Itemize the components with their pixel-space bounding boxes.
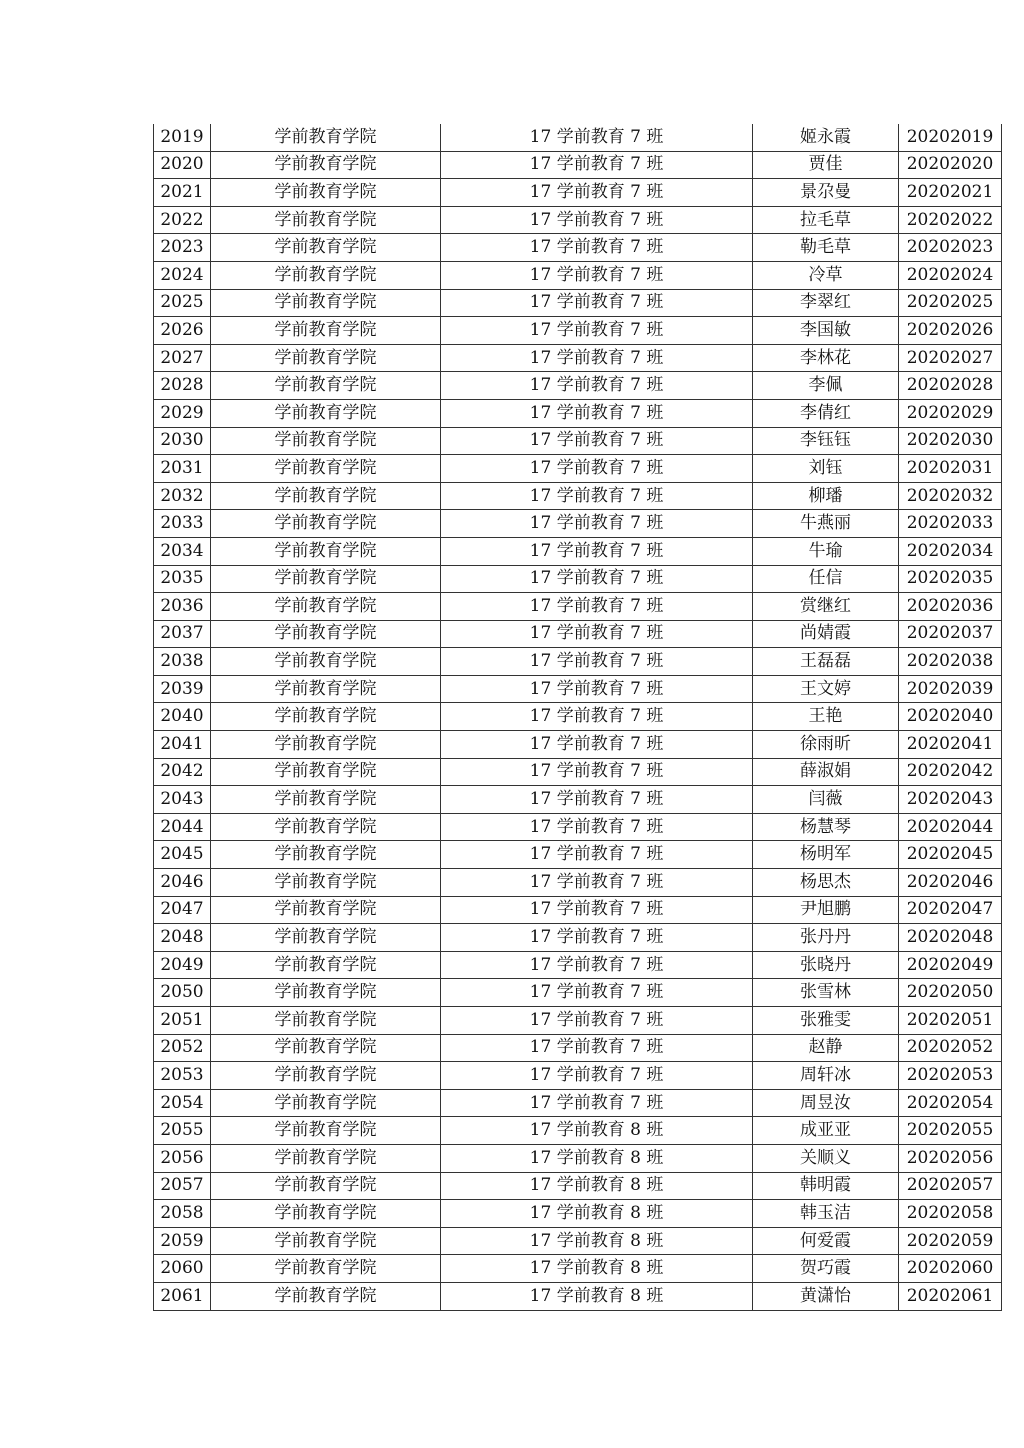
- college-cell: 学前教育学院: [211, 372, 441, 400]
- row-number-cell: 2055: [154, 1117, 211, 1145]
- class-cell: 17 学前教育 7 班: [441, 924, 753, 952]
- student-name-cell: 张晓丹: [753, 951, 899, 979]
- class-cell: 17 学前教育 7 班: [441, 482, 753, 510]
- table-row: [154, 372, 1002, 400]
- student-name-cell: 杨明军: [753, 841, 899, 869]
- class-cell: 17 学前教育 7 班: [441, 841, 753, 869]
- row-number-cell: 2033: [154, 510, 211, 538]
- student-id-cell: 20202048: [899, 924, 1002, 952]
- row-number-cell: 2060: [154, 1255, 211, 1283]
- student-name-cell: 李翠红: [753, 289, 899, 317]
- student-name-cell: 李林花: [753, 344, 899, 372]
- row-number-cell: 2021: [154, 179, 211, 207]
- row-number-cell: 2027: [154, 344, 211, 372]
- student-name-cell: 李佩: [753, 372, 899, 400]
- student-id-cell: 20202039: [899, 675, 1002, 703]
- row-number-cell: 2040: [154, 703, 211, 731]
- student-id-cell: 20202023: [899, 234, 1002, 262]
- college-cell: 学前教育学院: [211, 1034, 441, 1062]
- college-cell: 学前教育学院: [211, 1062, 441, 1090]
- student-id-cell: 20202056: [899, 1144, 1002, 1172]
- student-id-cell: 20202044: [899, 813, 1002, 841]
- class-cell: 17 学前教育 7 班: [441, 372, 753, 400]
- table-row: [154, 179, 1002, 207]
- table-row: [154, 703, 1002, 731]
- student-id-cell: 20202036: [899, 593, 1002, 621]
- class-cell: 17 学前教育 8 班: [441, 1255, 753, 1283]
- class-cell: 17 学前教育 7 班: [441, 593, 753, 621]
- class-cell: 17 学前教育 7 班: [441, 234, 753, 262]
- college-cell: 学前教育学院: [211, 317, 441, 345]
- college-cell: 学前教育学院: [211, 648, 441, 676]
- row-number-cell: 2046: [154, 869, 211, 897]
- college-cell: 学前教育学院: [211, 455, 441, 483]
- row-number-cell: 2050: [154, 979, 211, 1007]
- table-row: [154, 593, 1002, 621]
- student-id-cell: 20202030: [899, 427, 1002, 455]
- row-number-cell: 2057: [154, 1172, 211, 1200]
- class-cell: 17 学前教育 7 班: [441, 455, 753, 483]
- college-cell: 学前教育学院: [211, 951, 441, 979]
- student-id-cell: 20202037: [899, 620, 1002, 648]
- class-cell: 17 学前教育 7 班: [441, 537, 753, 565]
- class-cell: 17 学前教育 7 班: [441, 124, 753, 151]
- table-row: [154, 1007, 1002, 1035]
- student-name-cell: 勒毛草: [753, 234, 899, 262]
- college-cell: 学前教育学院: [211, 896, 441, 924]
- student-name-cell: 杨思杰: [753, 869, 899, 897]
- row-number-cell: 2039: [154, 675, 211, 703]
- table-row: [154, 924, 1002, 952]
- table-row: [154, 261, 1002, 289]
- student-name-cell: 黄潇怡: [753, 1282, 899, 1310]
- student-name-cell: 韩明霞: [753, 1172, 899, 1200]
- class-cell: 17 学前教育 7 班: [441, 261, 753, 289]
- class-cell: 17 学前教育 7 班: [441, 813, 753, 841]
- student-name-cell: 周昱汝: [753, 1089, 899, 1117]
- class-cell: 17 学前教育 7 班: [441, 951, 753, 979]
- student-name-cell: 成亚亚: [753, 1117, 899, 1145]
- table-row: [154, 399, 1002, 427]
- class-cell: 17 学前教育 7 班: [441, 151, 753, 179]
- college-cell: 学前教育学院: [211, 151, 441, 179]
- college-cell: 学前教育学院: [211, 510, 441, 538]
- roster-body: [154, 124, 1002, 1310]
- student-id-cell: 20202042: [899, 758, 1002, 786]
- student-name-cell: 牛瑜: [753, 537, 899, 565]
- table-row: [154, 344, 1002, 372]
- student-name-cell: 拉毛草: [753, 206, 899, 234]
- student-id-cell: 20202038: [899, 648, 1002, 676]
- college-cell: 学前教育学院: [211, 979, 441, 1007]
- row-number-cell: 2031: [154, 455, 211, 483]
- table-row: [154, 1282, 1002, 1310]
- college-cell: 学前教育学院: [211, 234, 441, 262]
- table-row: [154, 206, 1002, 234]
- class-cell: 17 学前教育 8 班: [441, 1144, 753, 1172]
- table-row: [154, 1089, 1002, 1117]
- student-name-cell: 冷草: [753, 261, 899, 289]
- student-id-cell: 20202029: [899, 399, 1002, 427]
- class-cell: 17 学前教育 7 班: [441, 427, 753, 455]
- row-number-cell: 2038: [154, 648, 211, 676]
- row-number-cell: 2025: [154, 289, 211, 317]
- class-cell: 17 学前教育 8 班: [441, 1282, 753, 1310]
- class-cell: 17 学前教育 8 班: [441, 1200, 753, 1228]
- student-id-cell: 20202055: [899, 1117, 1002, 1145]
- table-row: [154, 951, 1002, 979]
- class-cell: 17 学前教育 7 班: [441, 289, 753, 317]
- student-id-cell: 20202053: [899, 1062, 1002, 1090]
- student-name-cell: 赏继红: [753, 593, 899, 621]
- college-cell: 学前教育学院: [211, 124, 441, 151]
- college-cell: 学前教育学院: [211, 1089, 441, 1117]
- class-cell: 17 学前教育 8 班: [441, 1172, 753, 1200]
- student-id-cell: 20202061: [899, 1282, 1002, 1310]
- college-cell: 学前教育学院: [211, 482, 441, 510]
- table-row: [154, 537, 1002, 565]
- table-row: [154, 1117, 1002, 1145]
- college-cell: 学前教育学院: [211, 675, 441, 703]
- class-cell: 17 学前教育 7 班: [441, 786, 753, 814]
- table-row: [154, 1255, 1002, 1283]
- table-row: [154, 1227, 1002, 1255]
- class-cell: 17 学前教育 7 班: [441, 648, 753, 676]
- college-cell: 学前教育学院: [211, 427, 441, 455]
- class-cell: 17 学前教育 7 班: [441, 703, 753, 731]
- row-number-cell: 2035: [154, 565, 211, 593]
- college-cell: 学前教育学院: [211, 1282, 441, 1310]
- row-number-cell: 2024: [154, 261, 211, 289]
- row-number-cell: 2034: [154, 537, 211, 565]
- table-row: [154, 731, 1002, 759]
- student-name-cell: 柳璠: [753, 482, 899, 510]
- row-number-cell: 2042: [154, 758, 211, 786]
- student-name-cell: 徐雨昕: [753, 731, 899, 759]
- table-row: [154, 427, 1002, 455]
- class-cell: 17 学前教育 7 班: [441, 979, 753, 1007]
- row-number-cell: 2036: [154, 593, 211, 621]
- table-row: [154, 1200, 1002, 1228]
- table-row: [154, 289, 1002, 317]
- college-cell: 学前教育学院: [211, 565, 441, 593]
- class-cell: 17 学前教育 7 班: [441, 510, 753, 538]
- class-cell: 17 学前教育 7 班: [441, 1062, 753, 1090]
- row-number-cell: 2054: [154, 1089, 211, 1117]
- class-cell: 17 学前教育 7 班: [441, 344, 753, 372]
- class-cell: 17 学前教育 7 班: [441, 758, 753, 786]
- student-id-cell: 20202025: [899, 289, 1002, 317]
- student-id-cell: 20202050: [899, 979, 1002, 1007]
- student-name-cell: 尚婧霞: [753, 620, 899, 648]
- college-cell: 学前教育学院: [211, 1144, 441, 1172]
- student-id-cell: 20202026: [899, 317, 1002, 345]
- student-name-cell: 关顺义: [753, 1144, 899, 1172]
- student-name-cell: 张雅雯: [753, 1007, 899, 1035]
- table-row: [154, 648, 1002, 676]
- student-id-cell: 20202054: [899, 1089, 1002, 1117]
- college-cell: 学前教育学院: [211, 924, 441, 952]
- table-row: [154, 841, 1002, 869]
- student-name-cell: 杨慧琴: [753, 813, 899, 841]
- table-row: [154, 455, 1002, 483]
- college-cell: 学前教育学院: [211, 869, 441, 897]
- student-name-cell: 景尕曼: [753, 179, 899, 207]
- college-cell: 学前教育学院: [211, 813, 441, 841]
- student-id-cell: 20202060: [899, 1255, 1002, 1283]
- class-cell: 17 学前教育 7 班: [441, 179, 753, 207]
- student-id-cell: 20202027: [899, 344, 1002, 372]
- student-name-cell: 贾佳: [753, 151, 899, 179]
- row-number-cell: 2056: [154, 1144, 211, 1172]
- student-name-cell: 李国敏: [753, 317, 899, 345]
- student-name-cell: 任信: [753, 565, 899, 593]
- student-name-cell: 赵静: [753, 1034, 899, 1062]
- student-name-cell: 刘钰: [753, 455, 899, 483]
- student-id-cell: 20202043: [899, 786, 1002, 814]
- class-cell: 17 学前教育 7 班: [441, 1007, 753, 1035]
- student-name-cell: 张雪林: [753, 979, 899, 1007]
- student-name-cell: 王艳: [753, 703, 899, 731]
- student-id-cell: 20202024: [899, 261, 1002, 289]
- student-id-cell: 20202057: [899, 1172, 1002, 1200]
- student-name-cell: 何爱霞: [753, 1227, 899, 1255]
- student-id-cell: 20202046: [899, 869, 1002, 897]
- college-cell: 学前教育学院: [211, 399, 441, 427]
- table-row: [154, 979, 1002, 1007]
- college-cell: 学前教育学院: [211, 620, 441, 648]
- college-cell: 学前教育学院: [211, 1172, 441, 1200]
- college-cell: 学前教育学院: [211, 289, 441, 317]
- table-row: [154, 317, 1002, 345]
- class-cell: 17 学前教育 7 班: [441, 675, 753, 703]
- row-number-cell: 2023: [154, 234, 211, 262]
- row-number-cell: 2019: [154, 124, 211, 151]
- student-id-cell: 20202034: [899, 537, 1002, 565]
- table-row: [154, 151, 1002, 179]
- student-id-cell: 20202041: [899, 731, 1002, 759]
- row-number-cell: 2022: [154, 206, 211, 234]
- student-id-cell: 20202031: [899, 455, 1002, 483]
- college-cell: 学前教育学院: [211, 206, 441, 234]
- row-number-cell: 2026: [154, 317, 211, 345]
- class-cell: 17 学前教育 7 班: [441, 565, 753, 593]
- student-name-cell: 周轩冰: [753, 1062, 899, 1090]
- student-name-cell: 薛淑娟: [753, 758, 899, 786]
- table-row: [154, 1172, 1002, 1200]
- student-id-cell: 20202033: [899, 510, 1002, 538]
- student-roster-table: [153, 124, 1002, 1311]
- college-cell: 学前教育学院: [211, 179, 441, 207]
- class-cell: 17 学前教育 7 班: [441, 206, 753, 234]
- table-row: [154, 675, 1002, 703]
- college-cell: 学前教育学院: [211, 703, 441, 731]
- class-cell: 17 学前教育 8 班: [441, 1117, 753, 1145]
- student-name-cell: 闫薇: [753, 786, 899, 814]
- student-name-cell: 王磊磊: [753, 648, 899, 676]
- college-cell: 学前教育学院: [211, 758, 441, 786]
- student-id-cell: 20202047: [899, 896, 1002, 924]
- class-cell: 17 学前教育 7 班: [441, 1089, 753, 1117]
- student-name-cell: 贺巧霞: [753, 1255, 899, 1283]
- student-id-cell: 20202045: [899, 841, 1002, 869]
- table-row: [154, 1034, 1002, 1062]
- class-cell: 17 学前教育 7 班: [441, 1034, 753, 1062]
- class-cell: 17 学前教育 7 班: [441, 896, 753, 924]
- student-id-cell: 20202021: [899, 179, 1002, 207]
- class-cell: 17 学前教育 7 班: [441, 317, 753, 345]
- class-cell: 17 学前教育 7 班: [441, 731, 753, 759]
- student-id-cell: 20202059: [899, 1227, 1002, 1255]
- class-cell: 17 学前教育 8 班: [441, 1227, 753, 1255]
- table-row: [154, 1144, 1002, 1172]
- student-name-cell: 韩玉洁: [753, 1200, 899, 1228]
- student-name-cell: 张丹丹: [753, 924, 899, 952]
- college-cell: 学前教育学院: [211, 1007, 441, 1035]
- college-cell: 学前教育学院: [211, 1255, 441, 1283]
- college-cell: 学前教育学院: [211, 593, 441, 621]
- student-name-cell: 姬永霞: [753, 124, 899, 151]
- student-name-cell: 牛燕丽: [753, 510, 899, 538]
- table-row: [154, 1062, 1002, 1090]
- table-row: [154, 124, 1002, 151]
- student-id-cell: 20202049: [899, 951, 1002, 979]
- row-number-cell: 2044: [154, 813, 211, 841]
- row-number-cell: 2048: [154, 924, 211, 952]
- row-number-cell: 2049: [154, 951, 211, 979]
- table-row: [154, 896, 1002, 924]
- student-id-cell: 20202035: [899, 565, 1002, 593]
- student-id-cell: 20202028: [899, 372, 1002, 400]
- college-cell: 学前教育学院: [211, 1227, 441, 1255]
- table-row: [154, 510, 1002, 538]
- row-number-cell: 2058: [154, 1200, 211, 1228]
- table-row: [154, 234, 1002, 262]
- class-cell: 17 学前教育 7 班: [441, 399, 753, 427]
- student-name-cell: 李钰钰: [753, 427, 899, 455]
- row-number-cell: 2053: [154, 1062, 211, 1090]
- row-number-cell: 2020: [154, 151, 211, 179]
- row-number-cell: 2059: [154, 1227, 211, 1255]
- student-name-cell: 尹旭鹏: [753, 896, 899, 924]
- student-id-cell: 20202052: [899, 1034, 1002, 1062]
- row-number-cell: 2041: [154, 731, 211, 759]
- college-cell: 学前教育学院: [211, 786, 441, 814]
- table-row: [154, 565, 1002, 593]
- college-cell: 学前教育学院: [211, 1117, 441, 1145]
- table-row: [154, 758, 1002, 786]
- row-number-cell: 2032: [154, 482, 211, 510]
- college-cell: 学前教育学院: [211, 731, 441, 759]
- row-number-cell: 2037: [154, 620, 211, 648]
- row-number-cell: 2052: [154, 1034, 211, 1062]
- row-number-cell: 2047: [154, 896, 211, 924]
- student-name-cell: 王文婷: [753, 675, 899, 703]
- table-row: [154, 620, 1002, 648]
- college-cell: 学前教育学院: [211, 841, 441, 869]
- table-row: [154, 482, 1002, 510]
- college-cell: 学前教育学院: [211, 261, 441, 289]
- student-id-cell: 20202040: [899, 703, 1002, 731]
- college-cell: 学前教育学院: [211, 344, 441, 372]
- row-number-cell: 2029: [154, 399, 211, 427]
- row-number-cell: 2051: [154, 1007, 211, 1035]
- class-cell: 17 学前教育 7 班: [441, 869, 753, 897]
- row-number-cell: 2061: [154, 1282, 211, 1310]
- row-number-cell: 2045: [154, 841, 211, 869]
- table-row: [154, 786, 1002, 814]
- student-id-cell: 20202022: [899, 206, 1002, 234]
- student-id-cell: 20202020: [899, 151, 1002, 179]
- row-number-cell: 2028: [154, 372, 211, 400]
- table-row: [154, 813, 1002, 841]
- college-cell: 学前教育学院: [211, 537, 441, 565]
- student-id-cell: 20202058: [899, 1200, 1002, 1228]
- student-id-cell: 20202032: [899, 482, 1002, 510]
- student-id-cell: 20202019: [899, 124, 1002, 151]
- student-id-cell: 20202051: [899, 1007, 1002, 1035]
- class-cell: 17 学前教育 7 班: [441, 620, 753, 648]
- student-name-cell: 李倩红: [753, 399, 899, 427]
- row-number-cell: 2030: [154, 427, 211, 455]
- table-row: [154, 869, 1002, 897]
- row-number-cell: 2043: [154, 786, 211, 814]
- college-cell: 学前教育学院: [211, 1200, 441, 1228]
